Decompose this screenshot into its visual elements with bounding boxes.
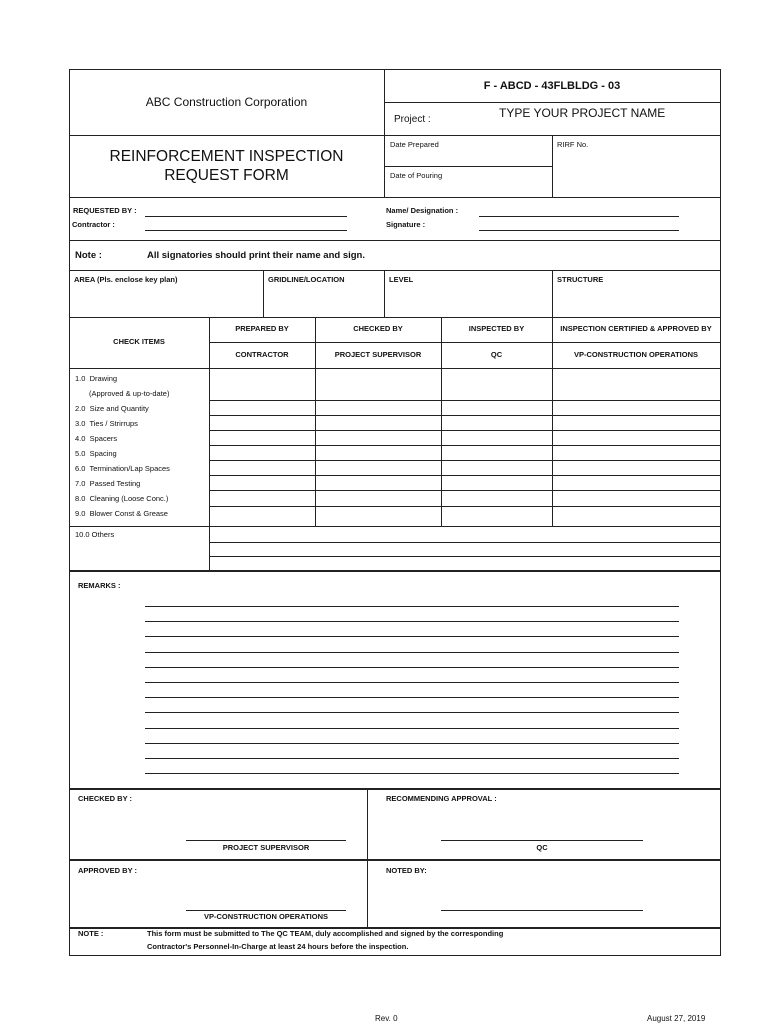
col-inspected-by: INSPECTED BY [468,324,525,333]
check-item: 1.0 Drawing [75,374,118,383]
check-item: 3.0 Ties / Strirrups [75,419,138,428]
form-title-line1: REINFORCEMENT INSPECTION [109,148,344,165]
gridline-label: GRIDLINE/LOCATION [268,275,345,284]
signature-field[interactable] [479,230,679,231]
date-of-pouring-label: Date of Pouring [390,171,443,180]
area-label: AREA (Pls. enclose key plan) [74,275,178,284]
approved-by-role: VP-CONSTRUCTION OPERATIONS [203,912,329,921]
col-qc: QC [490,350,503,359]
check-item: 5.0 Spacing [75,449,117,458]
project-label: Project : [394,114,431,125]
requested-by-field[interactable] [145,216,347,217]
checked-by-label: CHECKED BY : [78,794,133,803]
check-item: 8.0 Cleaning (Loose Conc.) [75,494,169,503]
requested-by-label: REQUESTED BY : [73,206,137,215]
revision-number: Rev. 0 [375,1014,398,1023]
name-designation-label: Name/ Designation : [386,206,459,215]
noted-by-signature-line[interactable] [441,910,643,911]
footer-note-line1: This form must be submitted to The QC TEAM, duly accomplished and signed by the corresponding [147,929,504,938]
noted-by-label: NOTED BY: [386,866,427,875]
col-project-supervisor: PROJECT SUPERVISOR [334,350,422,359]
level-label: LEVEL [389,275,414,284]
date-prepared-label: Date Prepared [390,140,439,149]
footer-note-line2: Contractor's Personnel-In-Charge at least 24 hours before the inspection. [147,942,409,951]
check-items-header: CHECK ITEMS [113,337,165,346]
recommending-signature-line[interactable] [441,840,643,841]
checked-by-role: PROJECT SUPERVISOR [222,843,310,852]
col-prepared-by: PREPARED BY [235,324,289,333]
form-code: F - ABCD - 43FLBLDG - 03 [483,80,621,92]
note-label: Note : [75,250,102,261]
form-title-line2: REQUEST FORM [164,167,289,184]
contractor-label: Contractor : [72,220,115,229]
revision-date: August 27, 2019 [647,1014,706,1023]
check-item: 2.0 Size and Quantity [75,404,149,413]
note-text: All signatories should print their name and sign. [147,250,365,261]
footer-note-label: NOTE : [78,929,104,938]
check-item: 9.0 Blower Const & Grease [75,509,168,518]
checked-by-signature-line[interactable] [186,840,346,841]
approved-by-label: APPROVED BY : [78,866,138,875]
col-checked-by: CHECKED BY [353,324,403,333]
recommending-label: RECOMMENDING APPROVAL : [386,794,497,803]
approved-by-signature-line[interactable] [186,910,346,911]
signature-label: Signature : [386,220,426,229]
name-designation-field[interactable] [479,216,679,217]
structure-label: STRUCTURE [557,275,604,284]
project-name[interactable]: TYPE YOUR PROJECT NAME [499,106,666,120]
rirf-no-label: RIRF No. [557,140,589,149]
col-contractor: CONTRACTOR [235,350,289,359]
col-vp-construction: VP-CONSTRUCTION OPERATIONS [573,350,699,359]
check-item: 6.0 Termination/Lap Spaces [75,464,170,473]
contractor-field[interactable] [145,230,347,231]
company-name: ABC Construction Corporation [145,95,308,109]
check-item: 7.0 Passed Testing [75,479,141,488]
remarks-label: REMARKS : [78,581,121,590]
check-item: 4.0 Spacers [75,434,118,443]
check-item-others: 10.0 Others [75,530,115,539]
col-certified-by: INSPECTION CERTIFIED & APPROVED BY [560,324,712,333]
check-item: (Approved & up-to-date) [89,389,170,398]
recommending-role: QC [536,843,548,852]
